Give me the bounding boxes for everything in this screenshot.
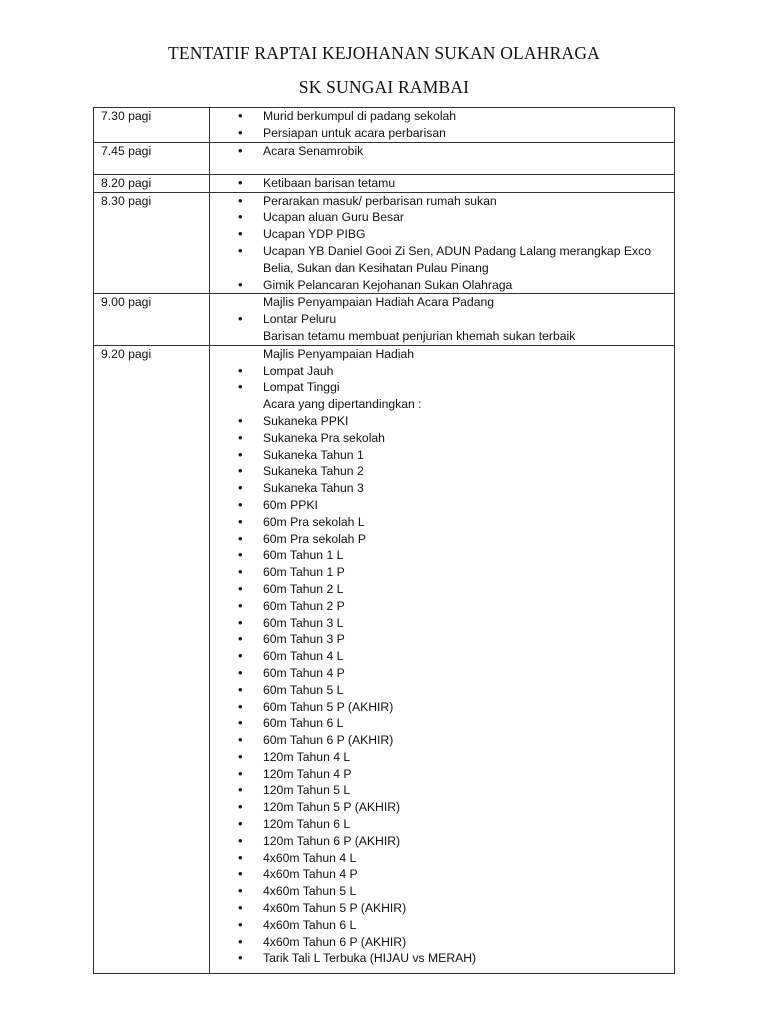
activity-item: • Sukaneka Tahun 1 bbox=[210, 447, 674, 464]
activity-item: • 120m Tahun 6 P (AKHIR) bbox=[210, 833, 674, 850]
activity-list bbox=[210, 193, 674, 294]
schedule-time: 7.30 pagi bbox=[94, 108, 210, 143]
activity-item: • Sukaneka Pra sekolah bbox=[210, 430, 674, 447]
activity-item: • 60m Pra sekolah L bbox=[210, 514, 674, 531]
schedule-time: 8.30 pagi bbox=[94, 192, 210, 294]
activity-item: • 60m Tahun 2 P bbox=[210, 598, 674, 615]
schedule-time: 9.20 pagi bbox=[94, 345, 210, 973]
activity-item: • Sukaneka PPKI bbox=[210, 413, 674, 430]
activity-item: • Sukaneka Tahun 2 bbox=[210, 463, 674, 480]
schedule-table-body bbox=[94, 108, 675, 974]
activity-item: • 60m Tahun 2 L bbox=[210, 581, 674, 598]
activity-item: • 4x60m Tahun 6 P (AKHIR) bbox=[210, 934, 674, 951]
schedule-row bbox=[94, 345, 675, 973]
activity-item: • 60m Tahun 5 L bbox=[210, 682, 674, 699]
activity-list bbox=[210, 294, 674, 344]
schedule-row bbox=[94, 108, 675, 143]
activity-item: • Gimik Pelancaran Kejohanan Sukan Olahraga bbox=[210, 277, 674, 294]
activity-item: • Lompat Tinggi bbox=[210, 379, 674, 396]
activity-item: • Tarik Tali L Terbuka (HIJAU vs MERAH) bbox=[210, 950, 674, 967]
schedule-activities bbox=[210, 345, 675, 973]
activity-item: • 120m Tahun 4 P bbox=[210, 766, 674, 783]
schedule-activities bbox=[210, 142, 675, 174]
document-subtitle: SK SUNGAI RAMBAI bbox=[298, 77, 470, 97]
activity-item: • 60m Pra sekolah P bbox=[210, 531, 674, 548]
activity-item: • 60m PPKI bbox=[210, 497, 674, 514]
activity-list bbox=[210, 175, 674, 192]
schedule-row bbox=[94, 142, 675, 174]
activity-item: • 4x60m Tahun 5 P (AKHIR) bbox=[210, 900, 674, 917]
activity-item: • Sukaneka Tahun 3 bbox=[210, 480, 674, 497]
activity-item: • Lompat Jauh bbox=[210, 363, 674, 380]
activity-list bbox=[210, 143, 674, 160]
schedule-activities bbox=[210, 294, 675, 345]
schedule-row bbox=[94, 294, 675, 345]
schedule-row bbox=[94, 174, 675, 192]
activity-item: • Murid berkumpul di padang sekolah bbox=[210, 108, 674, 125]
activity-item: • 120m Tahun 4 L bbox=[210, 749, 674, 766]
activity-item: • 60m Tahun 3 P bbox=[210, 631, 674, 648]
activity-heading: Majlis Penyampaian Hadiah Acara Padang bbox=[263, 295, 495, 310]
schedule-activities bbox=[210, 108, 675, 143]
activity-item: • Persiapan untuk acara perbarisan bbox=[210, 125, 674, 142]
activity-item: • 60m Tahun 3 L bbox=[210, 615, 674, 632]
activity-item: • 60m Tahun 4 L bbox=[210, 648, 674, 665]
activity-list bbox=[210, 108, 674, 142]
activity-heading: Barisan tetamu membuat penjurian khemah sukan terbaik bbox=[263, 328, 576, 343]
schedule-time: 7.45 pagi bbox=[94, 142, 210, 174]
activity-item: • Ucapan aluan Guru Besar bbox=[210, 209, 674, 226]
activity-item: • 4x60m Tahun 4 P bbox=[210, 866, 674, 883]
activity-item: • 120m Tahun 6 L bbox=[210, 816, 674, 833]
activity-item: • 120m Tahun 5 P (AKHIR) bbox=[210, 799, 674, 816]
activity-item: • Ucapan YB Daniel Gooi Zi Sen, ADUN Padang Lalang merangkap Exco Belia, Sukan dan Kesihatan Pulau Pinang bbox=[210, 243, 674, 277]
activity-item: • 60m Tahun 6 P (AKHIR) bbox=[210, 732, 674, 749]
schedule-time: 9.00 pagi bbox=[94, 294, 210, 345]
activity-item: • Perarakan masuk/ perbarisan rumah sukan bbox=[210, 193, 674, 210]
schedule-time: 8.20 pagi bbox=[94, 174, 210, 192]
activity-item: • 60m Tahun 4 P bbox=[210, 665, 674, 682]
activity-item: • 4x60m Tahun 4 L bbox=[210, 850, 674, 867]
activity-item: • 120m Tahun 5 L bbox=[210, 782, 674, 799]
schedule-row bbox=[94, 192, 675, 294]
activity-item: • Acara Senamrobik bbox=[210, 143, 674, 160]
activity-item: • Ucapan YDP PIBG bbox=[210, 226, 674, 243]
activity-heading: Acara yang dipertandingkan : bbox=[263, 397, 422, 412]
activity-item: • 60m Tahun 1 L bbox=[210, 547, 674, 564]
activity-item: • Lontar Peluru bbox=[210, 311, 674, 328]
activity-item: • 60m Tahun 5 P (AKHIR) bbox=[210, 699, 674, 716]
activity-item: • Ketibaan barisan tetamu bbox=[210, 175, 674, 192]
activity-item: • 60m Tahun 1 P bbox=[210, 564, 674, 581]
schedule-activities bbox=[210, 174, 675, 192]
activity-item: • 4x60m Tahun 5 L bbox=[210, 883, 674, 900]
activity-item: • 4x60m Tahun 6 L bbox=[210, 917, 674, 934]
document-title: TENTATIF RAPTAI KEJOHANAN SUKAN OLAHRAGA bbox=[168, 43, 600, 63]
activity-heading: Majlis Penyampaian Hadiah bbox=[263, 346, 415, 361]
activity-item: • 60m Tahun 6 L bbox=[210, 715, 674, 732]
activity-list bbox=[210, 346, 674, 967]
schedule-activities bbox=[210, 192, 675, 294]
schedule-table bbox=[93, 107, 675, 974]
